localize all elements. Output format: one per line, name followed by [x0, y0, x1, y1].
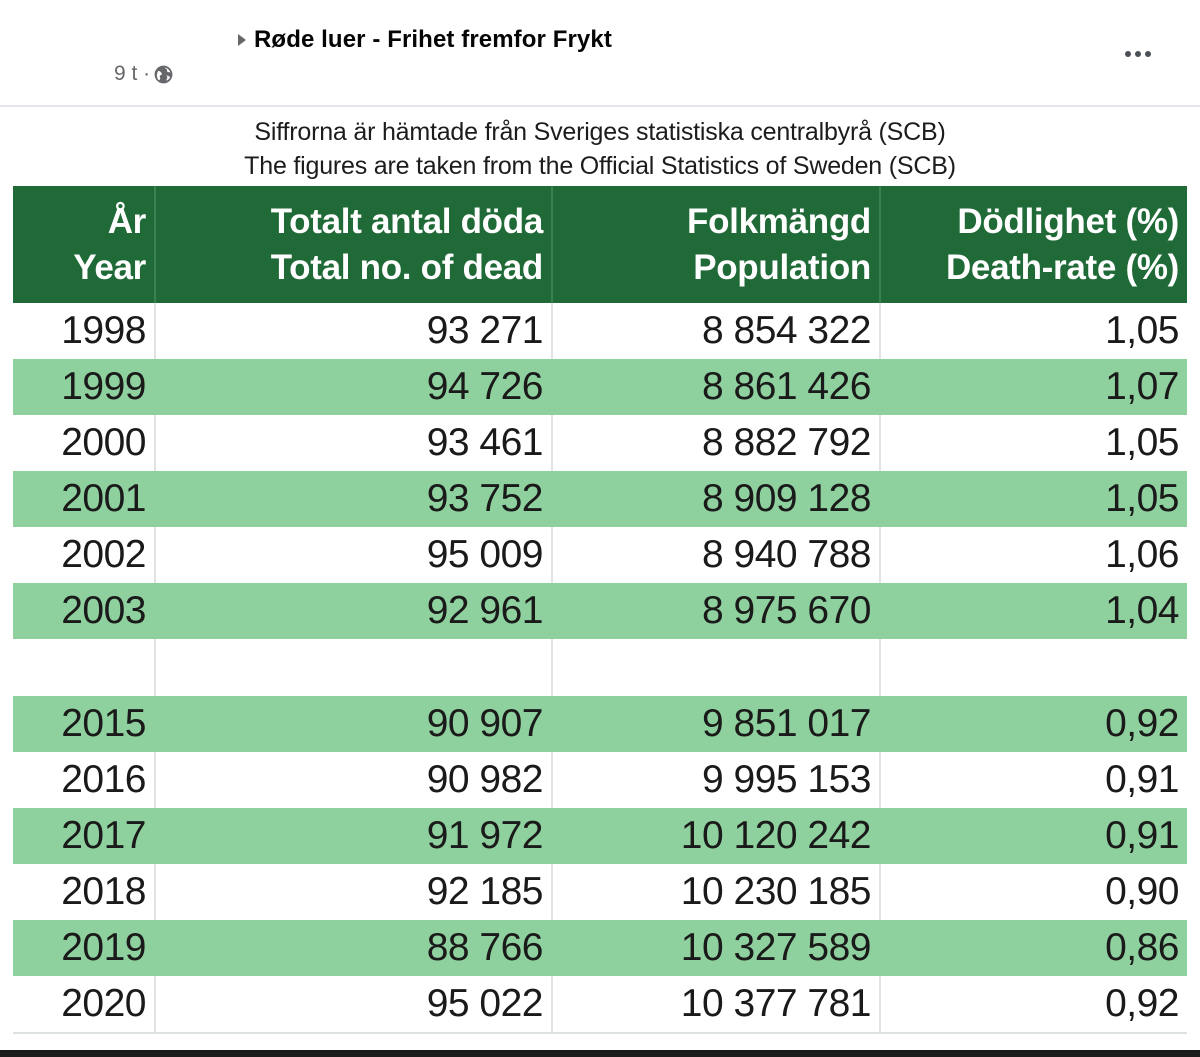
cell-death-rate: 1,05 — [1105, 309, 1179, 352]
post-meta — [114, 62, 174, 86]
table-row — [13, 415, 1187, 471]
cell-total-dead: 92 185 — [155, 864, 552, 920]
header-population — [552, 186, 880, 303]
table-row — [13, 471, 1187, 527]
group-name[interactable]: Røde luer - Frihet fremfor Frykt — [254, 26, 612, 53]
cell-total-dead: 93 752 — [155, 471, 552, 527]
subtitle-swedish: Siffrorna är hämtade från Sveriges statistiska centralbyrå (SCB) — [254, 118, 946, 146]
table-row — [13, 864, 1187, 920]
cell-death-rate: 0,91 — [1105, 758, 1179, 801]
table-row — [13, 303, 1187, 359]
cell-total-dead: 90 982 — [155, 752, 552, 808]
cell-year: 1999 — [13, 359, 155, 415]
cell-population: 10 120 242 — [552, 808, 880, 864]
header-total-dead — [155, 186, 552, 303]
header-year-sv: År — [107, 201, 146, 241]
cell-population: 8 861 426 — [552, 359, 880, 415]
cell-year: 1998 — [13, 303, 155, 359]
cell-total-dead: 95 022 — [155, 976, 552, 1033]
cell-year: 2015 — [13, 696, 155, 752]
cell-death-rate: 0,86 — [880, 920, 1187, 976]
table-row — [13, 527, 1187, 583]
header-death-rate — [880, 186, 1187, 303]
header-total-dead-en: Total no. of dead — [270, 247, 543, 287]
cell-population: 10 327 589 — [552, 920, 880, 976]
table-row — [13, 583, 1187, 639]
header-year-en: Year — [73, 247, 146, 287]
cell-death-rate: 0,91 — [880, 808, 1187, 864]
cell-death-rate: 1,05 — [880, 471, 1187, 527]
cell-population: 8 854 322 — [552, 303, 880, 359]
post-image[interactable] — [0, 107, 1200, 1057]
header-death-rate-sv: Dödlighet (%) — [957, 201, 1179, 241]
group-link-row[interactable] — [238, 26, 612, 54]
cell-total-dead: 93 461 — [155, 415, 552, 471]
header-total-dead-sv: Totalt antal döda — [270, 201, 543, 241]
header-death-rate-en: Death-rate (%) — [945, 247, 1179, 287]
table-header-row — [13, 186, 1187, 303]
header-population-en: Population — [693, 247, 871, 287]
table-row — [13, 696, 1187, 752]
cell-population: 9 851 017 — [552, 696, 880, 752]
more-options-dot — [1135, 51, 1141, 57]
mortality-table — [13, 186, 1187, 1034]
cell-total-dead: 88 766 — [155, 920, 552, 976]
cell-population — [552, 639, 880, 696]
cell-year: 2017 — [13, 808, 155, 864]
cell-total-dead: 94 726 — [155, 359, 552, 415]
table-row — [13, 752, 1187, 808]
header-population-sv: Folkmängd — [687, 201, 871, 241]
cell-year: 2002 — [13, 527, 155, 583]
cell-population: 10 230 185 — [552, 864, 880, 920]
cell-total-dead: 95 009 — [155, 527, 552, 583]
table-row — [13, 359, 1187, 415]
cell-population: 8 940 788 — [552, 527, 880, 583]
post-header — [0, 0, 1200, 107]
table-row — [13, 808, 1187, 864]
cell-total-dead: 91 972 — [155, 808, 552, 864]
cell-population: 8 882 792 — [552, 415, 880, 471]
subtitle-english: The figures are taken from the Official Statistics of Sweden (SCB) — [244, 152, 956, 180]
cell-death-rate: 1,06 — [1105, 533, 1179, 576]
cell-total-dead: 90 907 — [155, 696, 552, 752]
bottom-border — [0, 1050, 1200, 1057]
cell-population: 10 377 781 — [552, 976, 880, 1033]
table-row — [13, 976, 1187, 1033]
cell-population: 8 975 670 — [552, 583, 880, 639]
cell-total-dead: 93 271 — [155, 303, 552, 359]
cell-death-rate: 0,90 — [1105, 870, 1179, 913]
cell-death-rate: 0,92 — [880, 976, 1187, 1033]
cell-year: 2000 — [13, 415, 155, 471]
cell-death-rate — [880, 639, 1187, 696]
cell-year: 2001 — [13, 471, 155, 527]
cell-death-rate: 1,04 — [880, 583, 1187, 639]
caret-right-icon — [238, 34, 246, 46]
cell-year: 2003 — [13, 583, 155, 639]
more-options-icon — [1125, 51, 1131, 57]
cell-death-rate: 1,07 — [880, 359, 1187, 415]
globe-icon — [153, 64, 174, 85]
table-row — [13, 920, 1187, 976]
cell-year: 2020 — [13, 976, 155, 1033]
cell-year — [13, 639, 155, 696]
post-time[interactable]: 9 t · — [114, 62, 151, 85]
cell-year: 2016 — [13, 752, 155, 808]
cell-death-rate: 0,92 — [880, 696, 1187, 752]
cell-population: 9 995 153 — [552, 752, 880, 808]
cell-population: 8 909 128 — [552, 471, 880, 527]
cell-total-dead — [155, 639, 552, 696]
cell-year: 2019 — [13, 920, 155, 976]
more-options-button[interactable] — [1118, 42, 1158, 66]
cell-death-rate: 1,05 — [1105, 421, 1179, 464]
cell-year: 2018 — [13, 864, 155, 920]
cell-total-dead: 92 961 — [155, 583, 552, 639]
more-options-dot — [1145, 51, 1151, 57]
header-year — [13, 186, 155, 303]
table-row-empty — [13, 639, 1187, 696]
